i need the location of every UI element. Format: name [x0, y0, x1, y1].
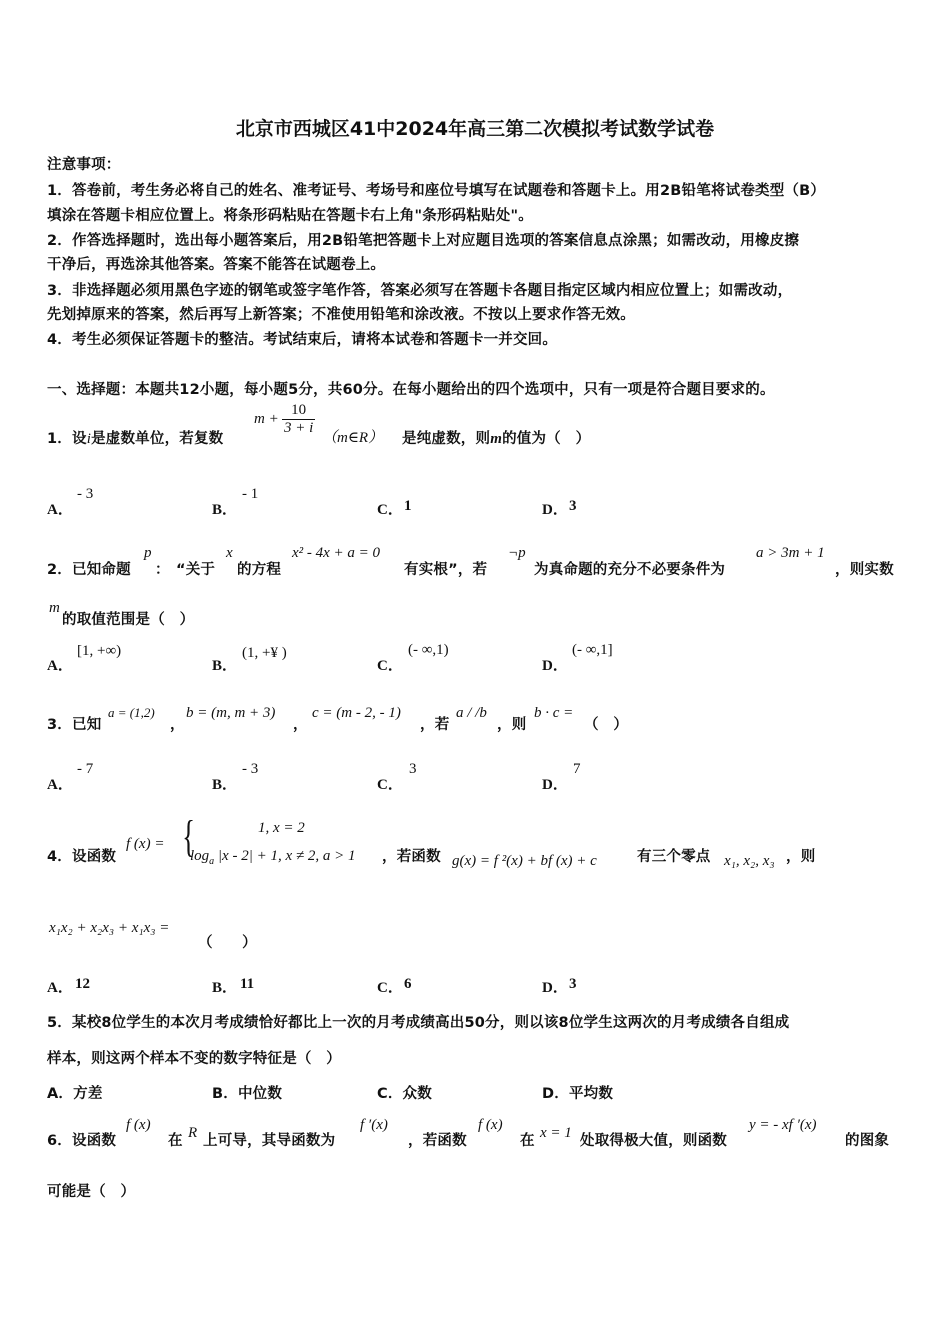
q4-gx: g(x) = f ²(x) + bf (x) + c — [452, 853, 597, 869]
q4-option-a-label: A． — [47, 980, 73, 996]
q1-option-c-value: 1 — [404, 498, 412, 514]
q2-option-a-value: [1, +∞) — [77, 643, 122, 659]
q6-fpx: f ′(x) — [360, 1117, 388, 1133]
q6-t3: ，若函数 — [408, 1133, 467, 1149]
q4-log-base: a — [209, 856, 215, 867]
q1-option-b-value: - 1 — [242, 486, 259, 502]
q1-option-d-value: 3 — [569, 498, 577, 514]
q3-dot-product: b · c = — [534, 705, 574, 721]
q3-option-d-value: 7 — [573, 761, 581, 777]
q4-option-c-label: C． — [377, 980, 403, 996]
q6-fx: f (x) — [126, 1117, 151, 1133]
notice-2-line1: 2．作答选择题时，选出每小题答案后，用2B铅笔把答题卡上对应题目选项的答案信息点涂黑；如需改动，用橡皮擦 — [47, 233, 800, 249]
q3-vector-b: b = (m, m + 3) — [186, 705, 276, 721]
notice-heading: 注意事项： — [47, 157, 121, 173]
q1-option-a-value: - 3 — [77, 486, 94, 502]
q3-parallel: a / /b — [456, 705, 487, 721]
q1-i: i — [86, 431, 92, 447]
q5-option-a — [47, 1082, 103, 1103]
q5-option-d — [542, 1082, 613, 1103]
q3-option-b-label: B． — [212, 777, 238, 793]
q4-case2 — [190, 848, 355, 867]
q3-sep1: ， — [170, 717, 185, 733]
q1-suffix1: 是纯虚数，则 — [402, 431, 491, 447]
notice-2-line2: 干净后，再选涂其他答案。答案不能答在试题卷上。 — [47, 257, 386, 273]
q3-option-c-label: C． — [377, 777, 403, 793]
q1-option-a-label: A． — [47, 502, 73, 518]
q1-fraction — [282, 402, 315, 437]
q6-t5: 处取得极大值，则函数 — [580, 1133, 727, 1149]
q5-line2: 样本，则这两个样本不变的数字特征是（ ） — [47, 1051, 341, 1067]
q1-m: m — [490, 431, 503, 447]
q4-t3: ，则 — [786, 849, 816, 865]
q2-m: m — [49, 600, 60, 616]
q5-option-b-value: 中位数 — [237, 1086, 283, 1102]
q1-m-plus: m + — [254, 411, 279, 427]
q4-case1: 1, x = 2 — [258, 820, 305, 836]
q2-prefix: 2．已知命题 — [47, 562, 131, 578]
q4-option-d-label: D． — [542, 980, 568, 996]
q4-brace: { — [182, 812, 195, 861]
q2-t1: “关于 — [176, 562, 216, 578]
q2-t6: 的取值范围是（ ） — [62, 612, 195, 628]
q2-x: x — [226, 545, 233, 561]
q1-suffix — [402, 427, 590, 448]
q5-option-c — [377, 1082, 432, 1103]
q6-y: y = - xf ′(x) — [749, 1117, 817, 1133]
q2-option-d-label: D． — [542, 658, 568, 674]
q4-log: log — [190, 848, 210, 864]
q4-case2-rest: |x - 2| + 1, x ≠ 2, a > 1 — [217, 848, 356, 864]
q2-inequality: a > 3m + 1 — [756, 545, 825, 561]
q4-zeros: x₁, x₂, x₃ — [724, 853, 775, 869]
q5-option-a-label: A． — [47, 1086, 74, 1102]
q5-option-b — [212, 1082, 282, 1103]
q3-prefix: 3．已知 — [47, 717, 102, 733]
q2-colon: ： — [155, 562, 170, 578]
q5-option-a-value: 方差 — [73, 1086, 103, 1102]
q1-condition: （m∈R） — [322, 430, 384, 446]
q3-t1: ，若 — [420, 717, 450, 733]
q3-option-a-value: - 7 — [77, 761, 94, 777]
q2-t3: 有实根”，若 — [404, 562, 488, 578]
page-title: 北京市西城区41中2024年高三第二次模拟考试数学试卷 — [235, 118, 715, 140]
q4-option-b-label: B． — [212, 980, 238, 996]
q1-option-c-label: C． — [377, 502, 403, 518]
q6-t1: 在 — [168, 1133, 183, 1149]
q5-option-d-label: D． — [542, 1086, 569, 1102]
notice-4: 4．考生必须保证答题卡的整洁。考试结束后，请将本试卷和答题卡一并交回。 — [47, 332, 558, 348]
q1-option-d-label: D． — [542, 502, 568, 518]
q3-option-d-label: D． — [542, 777, 568, 793]
section-heading: 一、选择题：本题共12小题，每小题5分，共60分。在每小题给出的四个选项中，只有一项是符合题目要求的。 — [47, 382, 775, 398]
q6-t2: 上可导，其导函数为 — [203, 1133, 336, 1149]
question-1 — [47, 427, 223, 448]
q3-t3: （ ） — [584, 717, 629, 733]
q4-sum: x₁x₂ + x₂x₃ + x₁x₃ = — [49, 920, 170, 936]
q3-option-b-value: - 3 — [242, 761, 259, 777]
q1-frac-num: 10 — [282, 402, 315, 420]
q1-option-b-label: B． — [212, 502, 238, 518]
q1-prefix: 1．设 — [47, 431, 87, 447]
q4-option-a-value: 12 — [75, 976, 90, 992]
q2-option-a-label: A． — [47, 658, 73, 674]
q6-R: R — [188, 1125, 198, 1141]
q2-option-c-label: C． — [377, 658, 403, 674]
q4-t4: （ ） — [198, 935, 257, 951]
q3-sep2: ， — [293, 717, 308, 733]
q5-option-d-value: 平均数 — [568, 1086, 614, 1102]
notice-3-line2: 先划掉原来的答案，然后再写上新答案；不准使用铅笔和涂改液。不按以上要求作答无效。 — [47, 307, 635, 323]
q1-mid: 是虚数单位，若复数 — [91, 431, 224, 447]
q3-t2: ，则 — [497, 717, 527, 733]
q2-option-d-value: (- ∞,1] — [572, 642, 613, 658]
q2-t2: 的方程 — [237, 562, 282, 578]
q3-option-c-value: 3 — [409, 761, 417, 777]
q4-option-c-value: 6 — [404, 976, 412, 992]
notice-1-line1: 1．答卷前，考生务必将自己的姓名、准考证号、考场号和座位号填写在试题卷和答题卡上。用2B铅笔将试卷类型（B） — [47, 183, 826, 199]
q2-option-b-label: B． — [212, 658, 238, 674]
q6-t6: 的图象 — [845, 1133, 890, 1149]
q2-notp: ¬p — [508, 545, 526, 561]
q5-option-c-value: 众数 — [402, 1086, 432, 1102]
q4-option-b-value: 11 — [240, 976, 255, 992]
q3-vector-a: a = (1,2) — [108, 705, 155, 720]
q2-option-b-value: (1, +¥ ) — [242, 645, 287, 661]
q5-option-b-label: B． — [212, 1086, 238, 1102]
q2-p: p — [144, 545, 152, 561]
q2-equation: x² - 4x + a = 0 — [292, 545, 381, 561]
q2-t4: 为真命题的充分不必要条件为 — [534, 562, 726, 578]
q6-x1: x = 1 — [540, 1125, 572, 1141]
q6-prefix: 6．设函数 — [47, 1133, 117, 1149]
q5-option-c-label: C． — [377, 1086, 403, 1102]
q6-t4: 在 — [520, 1133, 535, 1149]
q6-line2: 可能是（ ） — [47, 1184, 136, 1200]
q1-frac-den: 3 + i — [284, 420, 314, 436]
q4-fx: f (x) = — [126, 836, 165, 852]
q4-t2: 有三个零点 — [637, 849, 711, 865]
q4-t1: ，若函数 — [382, 849, 441, 865]
q6-fx2: f (x) — [478, 1117, 503, 1133]
q4-option-d-value: 3 — [569, 976, 577, 992]
notice-1-line2: 填涂在答题卡相应位置上。将条形码粘贴在答题卡右上角"条形码粘贴处"。 — [47, 208, 533, 224]
q1-suffix2: 的值为（ ） — [502, 431, 591, 447]
q2-option-c-value: (- ∞,1) — [408, 642, 449, 658]
q4-prefix: 4．设函数 — [47, 849, 117, 865]
q5-line1: 5．某校8位学生的本次月考成绩恰好都比上一次的月考成绩高出50分，则以该8位学生这两次的月考成绩各自组成 — [47, 1015, 790, 1031]
q3-option-a-label: A． — [47, 777, 73, 793]
notice-3-line1: 3．非选择题必须用黑色字迹的钢笔或签字笔作答，答案必须写在答题卡各题目指定区域内相应位置上；如需改动， — [47, 283, 793, 299]
q3-vector-c: c = (m - 2, - 1) — [312, 705, 401, 721]
q2-t5: ，则实数 — [835, 562, 894, 578]
